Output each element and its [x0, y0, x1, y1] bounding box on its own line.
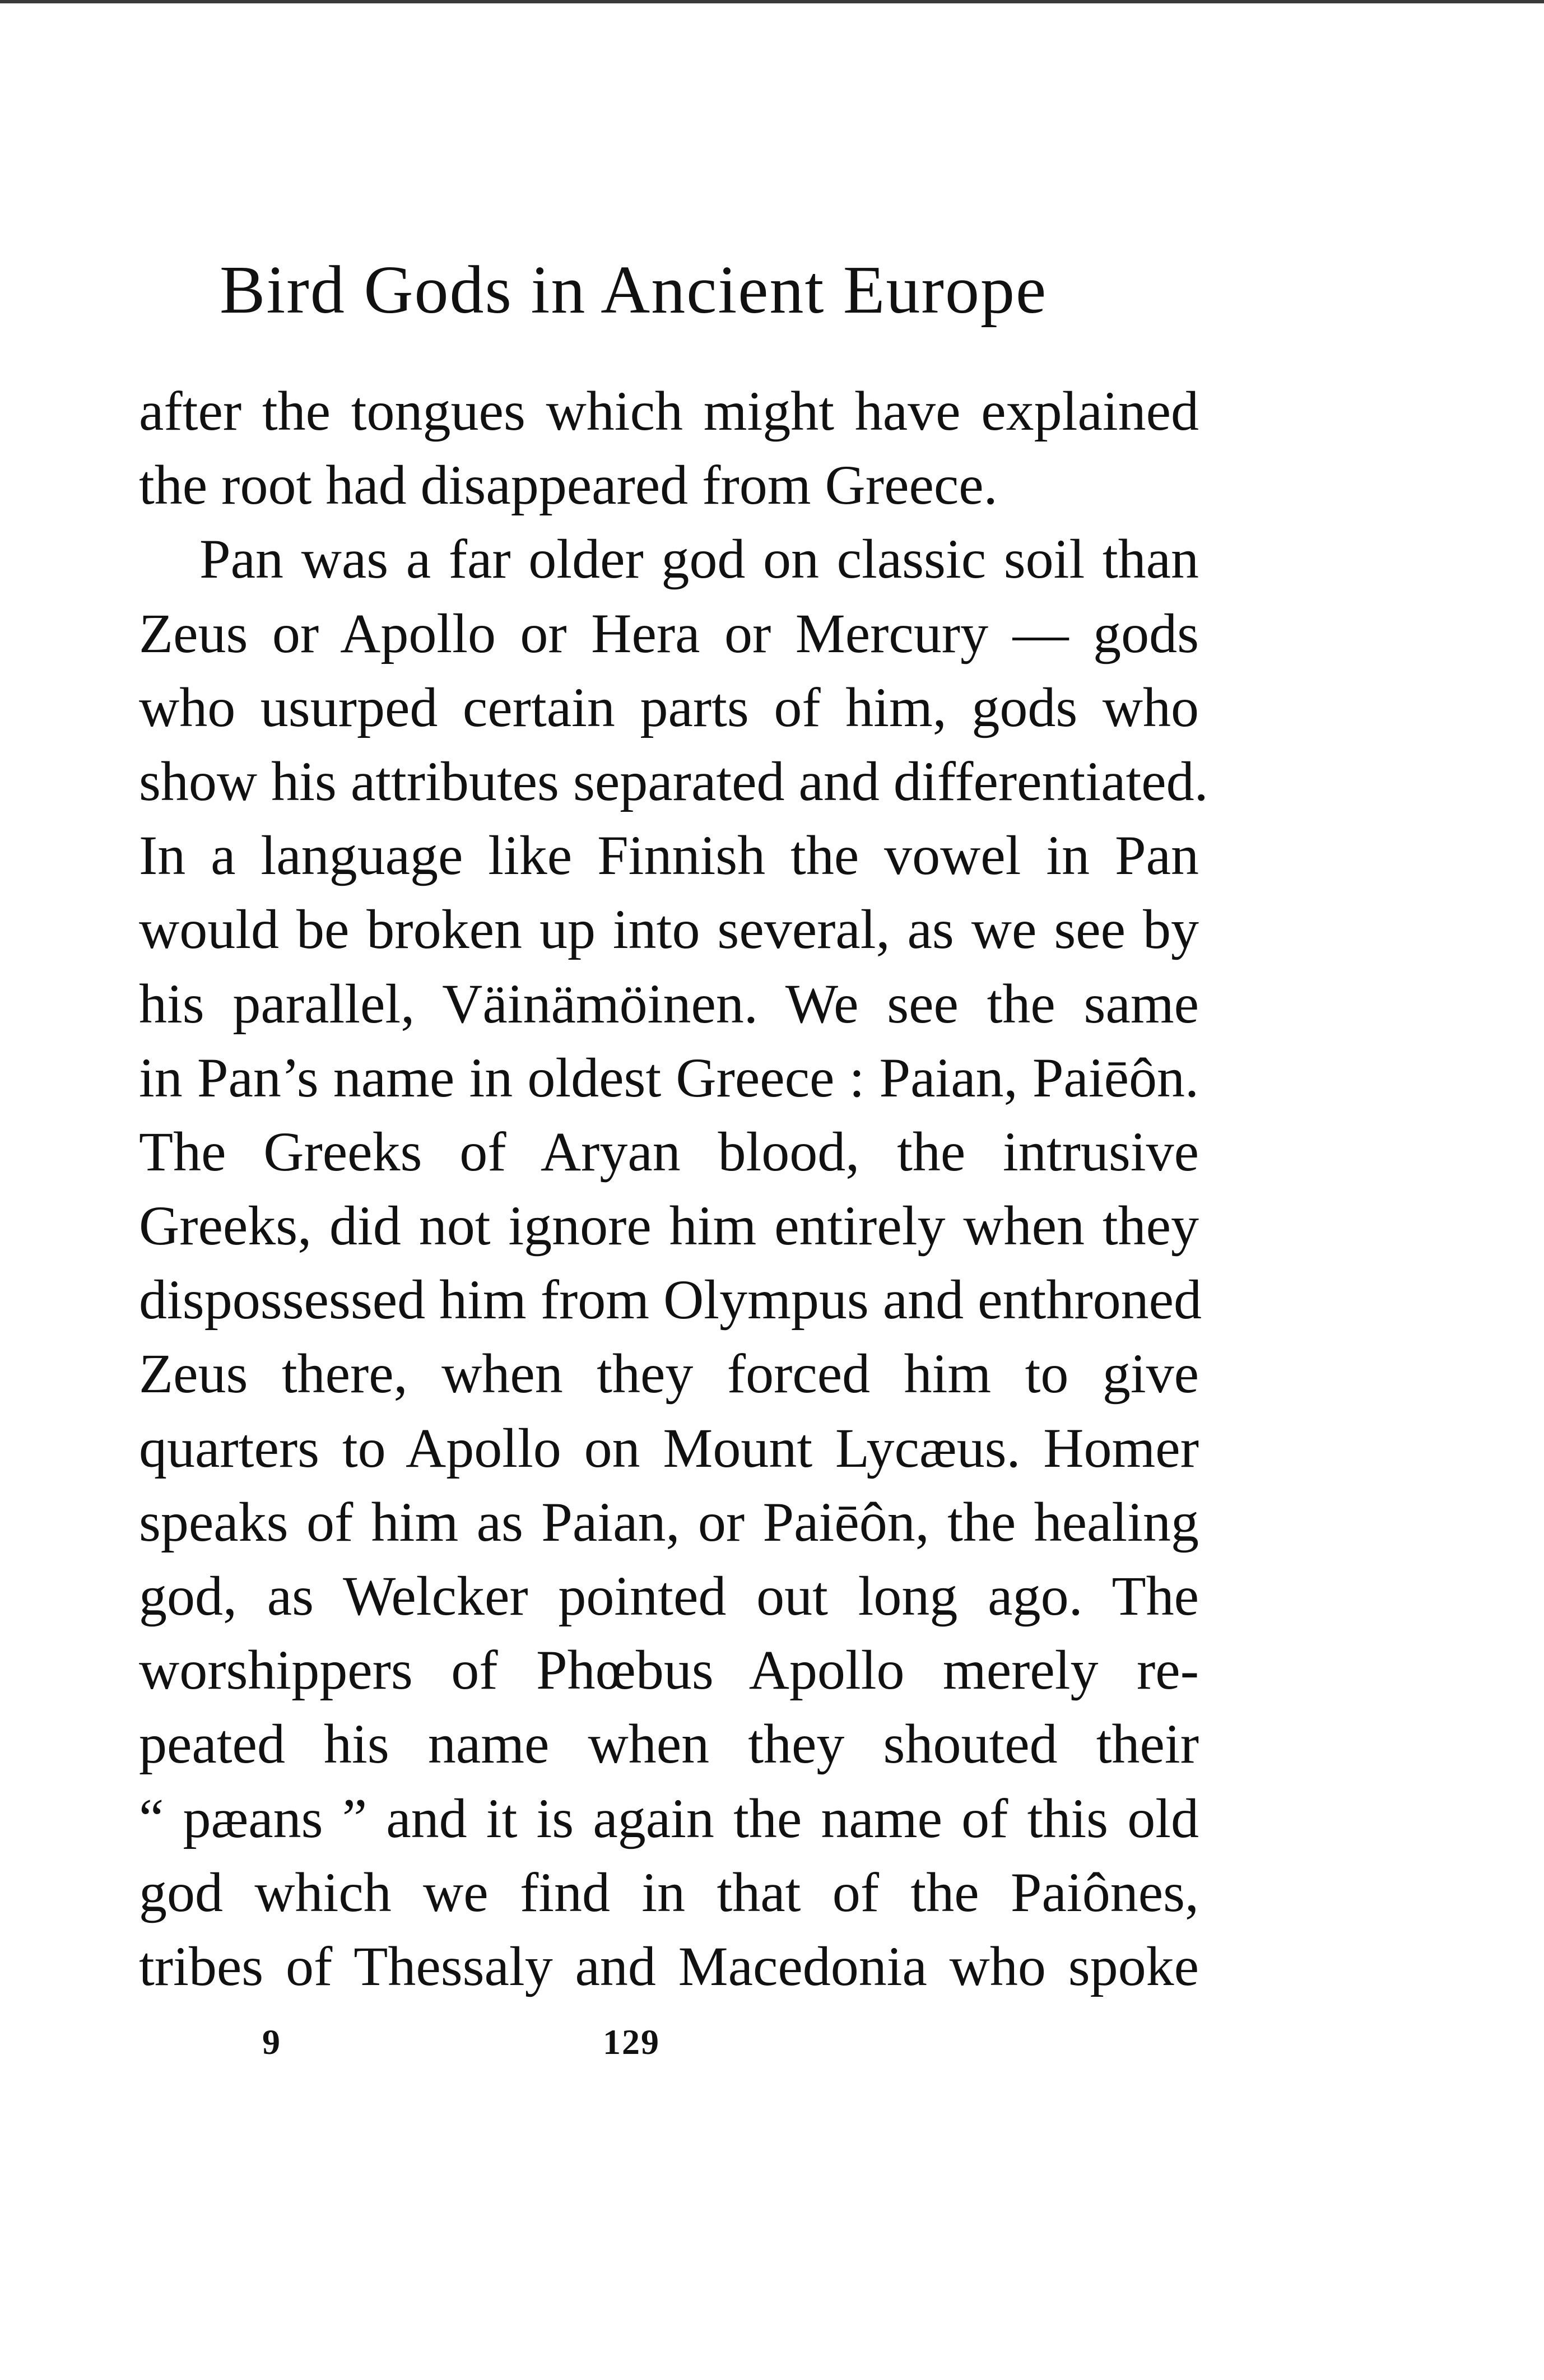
running-head: Bird Gods in Ancient Europe — [220, 252, 1048, 328]
text-line: god, as Welcker pointed out long ago. The — [139, 1565, 1199, 1627]
text-line: The Greeks of Aryan blood, the intrusive — [139, 1120, 1199, 1183]
body-text — [139, 374, 1208, 2004]
text-line: in Pan’s name in oldest Greece : Paian, Paiēôn. — [139, 1046, 1199, 1109]
text-line: god which we find in that of the Paiônes, — [139, 1861, 1199, 1923]
text-line: after the tongues which might have explained — [139, 380, 1199, 442]
text-line: Zeus or Apollo or Hera or Mercury — gods — [139, 602, 1199, 664]
text-line: dispossessed him from Olympus and enthroned — [139, 1268, 1202, 1331]
text-line: worshippers of Phœbus Apollo merely re- — [139, 1639, 1199, 1702]
text-line: speaks of him as Paian, or Paiēôn, the healing — [139, 1490, 1199, 1553]
text-line: the root had disappeared from Greece. — [139, 454, 998, 517]
text-line: who usurped certain parts of him, gods who — [139, 676, 1199, 738]
text-line: his parallel, Väinämöinen. We see the same — [139, 972, 1199, 1035]
text-line: Pan was a far older god on classic soil than — [199, 528, 1199, 591]
text-line: quarters to Apollo on Mount Lycæus. Homer — [139, 1416, 1199, 1479]
signature-mark: 9 — [262, 2022, 280, 2062]
text-line: “ pæans ” and it is again the name of this old — [139, 1787, 1199, 1849]
text-line: peated his name when they shouted their — [139, 1713, 1199, 1775]
page-number: 129 — [603, 2022, 660, 2062]
text-line: In a language like Finnish the vowel in Pan — [139, 824, 1199, 887]
text-line: Zeus there, when they forced him to give — [139, 1342, 1199, 1405]
text-line: would be broken up into several, as we see by — [139, 898, 1199, 961]
text-line: show his attributes separated and differentiated. — [139, 750, 1208, 812]
page-footer — [0, 2017, 1544, 2067]
text-line: Greeks, did not ignore him entirely when they — [139, 1194, 1199, 1257]
text-line: tribes of Thessaly and Macedonia who spoke — [139, 1935, 1199, 1997]
